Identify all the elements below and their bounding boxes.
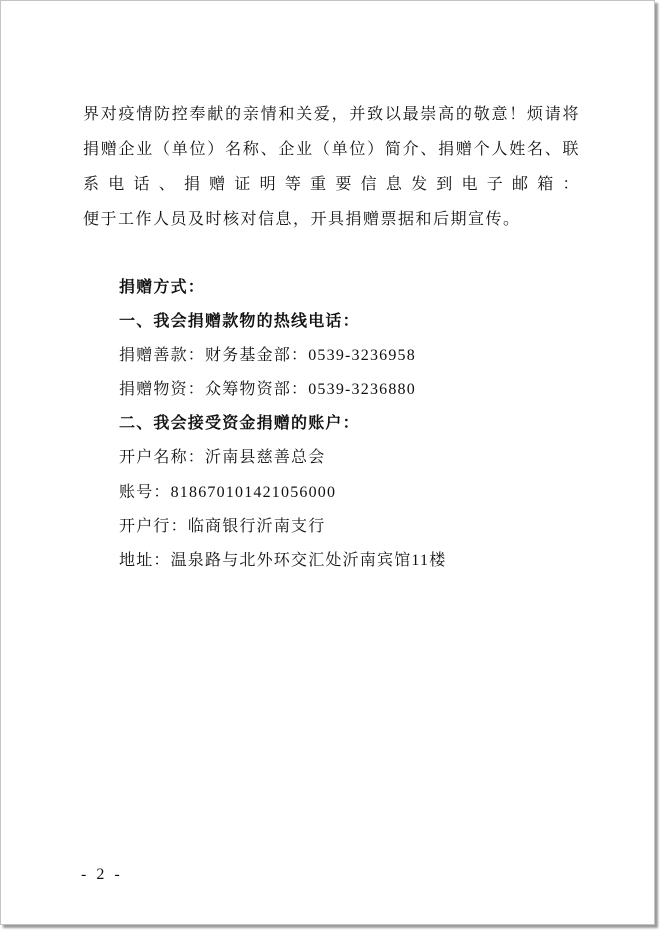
account-heading: 二、我会接受资金捐赠的账户：	[119, 415, 360, 433]
account-item-number	[119, 476, 589, 510]
account-value: 临商银行沂南支行	[187, 517, 326, 535]
account-item-address	[119, 544, 589, 578]
hotline-phone: 0539-3236880	[308, 381, 416, 399]
paragraph-line: 捐赠企业（单位）名称、企业（单位）简介、捐赠个人姓名、联	[83, 141, 580, 158]
account-value: 818670101421056000	[170, 483, 337, 501]
hotline-label: 捐赠物资：	[119, 381, 206, 399]
account-label: 开户名称：	[119, 449, 206, 467]
account-label: 账号：	[119, 483, 171, 501]
account-item-bank	[119, 510, 589, 544]
paragraph-line	[83, 167, 580, 202]
paragraph-line: 便于工作人员及时核对信息，开具捐赠票据和后期宣传。	[83, 211, 521, 228]
hotline-department: 众筹物资部：	[205, 381, 309, 399]
paragraph-line: 界对疫情防控奉献的亲情和关爱，并致以最崇高的敬意！烦请将	[83, 106, 580, 123]
account-label: 开户行：	[119, 517, 188, 535]
account-value: 沂南县慈善总会	[205, 449, 326, 467]
account-item-name	[119, 441, 589, 475]
hotline-item-goods	[119, 373, 589, 407]
account-label: 地址：	[119, 551, 171, 569]
hotline-department: 财务基金部：	[205, 347, 309, 365]
page-number: - 2 -	[81, 866, 123, 883]
hotline-label: 捐赠善款：	[119, 347, 206, 365]
hotline-phone: 0539-3236958	[308, 347, 416, 365]
paragraph-text: 系电话、捐赠证明等重要信息发到电子邮箱：	[83, 176, 580, 193]
hotline-heading: 一、我会捐赠款物的热线电话：	[119, 313, 360, 331]
donation-methods-section	[119, 271, 589, 578]
account-value: 温泉路与北外环交汇处沂南宾馆11楼	[170, 551, 447, 569]
section-heading: 捐赠方式：	[119, 279, 206, 296]
intro-paragraph	[83, 97, 580, 237]
hotline-item-funds	[119, 339, 589, 373]
